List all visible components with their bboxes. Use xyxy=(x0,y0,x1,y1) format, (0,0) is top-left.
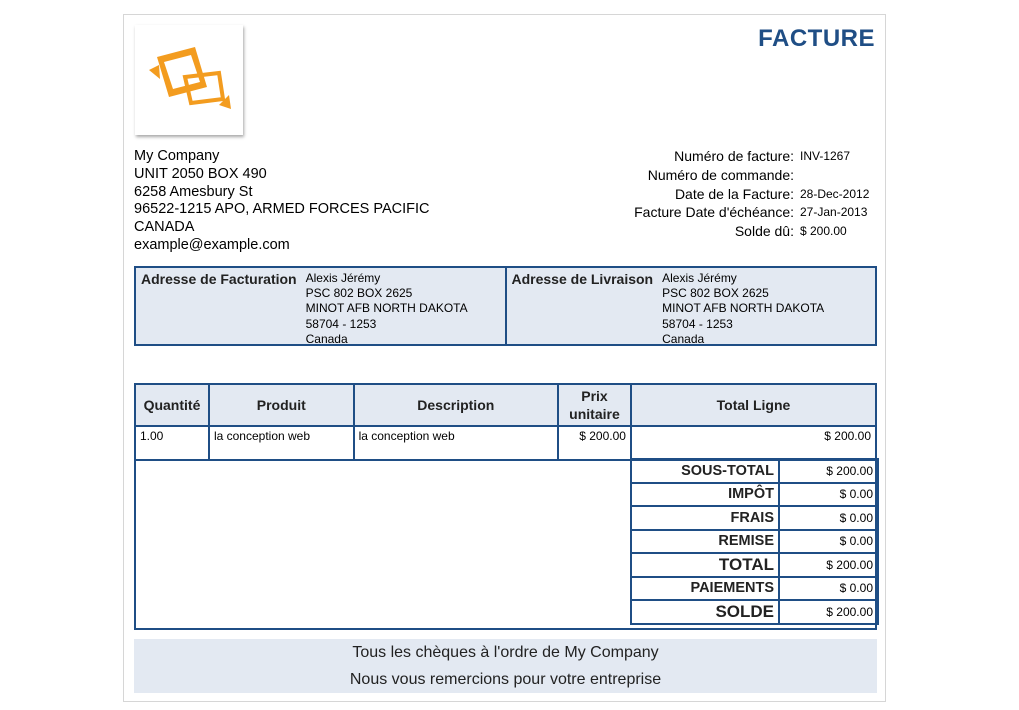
meta-row-order-number xyxy=(634,167,875,186)
column-header-description: Description xyxy=(354,384,558,426)
totals-value: $ 200.00 xyxy=(779,459,878,483)
column-header-quantity: Quantité xyxy=(135,384,209,426)
address-line: PSC 802 BOX 2625 xyxy=(662,286,769,301)
address-line: MINOT AFB NORTH DAKOTA xyxy=(662,301,825,316)
totals-row-payments xyxy=(631,577,878,601)
totals-row-subtotal xyxy=(631,459,878,483)
totals-table xyxy=(630,458,879,625)
shipping-address-lines xyxy=(662,271,825,346)
meta-label: Facture Date d'échéance: xyxy=(634,204,794,221)
meta-value xyxy=(800,167,875,186)
totals-value: $ 200.00 xyxy=(779,553,878,577)
totals-value: $ 200.00 xyxy=(779,600,878,624)
shipping-address-label: Adresse de Livraison xyxy=(511,271,654,287)
totals-label: SOUS-TOTAL xyxy=(631,459,779,483)
document-title: FACTURE xyxy=(758,25,875,52)
meta-value: $ 200.00 xyxy=(800,224,847,239)
totals-value: $ 0.00 xyxy=(779,577,878,601)
totals-row-total xyxy=(631,553,878,577)
meta-label: Numéro de facture: xyxy=(674,148,794,164)
address-line: 58704 - 1253 xyxy=(662,316,733,331)
address-line: MINOT AFB NORTH DAKOTA xyxy=(305,301,468,316)
address-panel xyxy=(134,266,877,346)
column-header-product: Produit xyxy=(209,384,354,426)
footer-note xyxy=(134,639,877,693)
cell-unit-price: $ 200.00 xyxy=(558,426,631,460)
meta-label: Numéro de commande: xyxy=(647,166,794,183)
totals-label: SOLDE xyxy=(631,600,779,624)
address-line: PSC 802 BOX 2625 xyxy=(305,286,413,301)
totals-row-fees xyxy=(631,506,878,530)
meta-label: Solde dû: xyxy=(734,223,794,240)
cell-description: la conception web xyxy=(354,426,558,460)
address-line: Canada xyxy=(662,331,705,346)
totals-label: FRAIS xyxy=(631,506,779,530)
cell-line-total: $ 200.00 xyxy=(631,426,876,460)
totals-label: PAIEMENTS xyxy=(631,577,779,601)
table-header-row xyxy=(135,384,876,426)
meta-row-invoice-date xyxy=(634,186,875,205)
totals-label: IMPÔT xyxy=(631,483,779,507)
totals-row-tax xyxy=(631,483,878,507)
meta-row-balance-due xyxy=(634,223,875,242)
invoice-page xyxy=(123,14,886,702)
orange-arrows-logo-icon xyxy=(135,25,243,135)
totals-value: $ 0.00 xyxy=(779,483,878,507)
cell-quantity: 1.00 xyxy=(135,426,209,460)
line-items-table xyxy=(134,383,877,461)
column-header-unit-price: Prix unitaire xyxy=(558,384,631,426)
company-address-line3: 96522-1215 APO, ARMED FORCES PACIFIC xyxy=(134,201,430,218)
meta-label: Date de la Facture: xyxy=(674,185,794,202)
company-country: CANADA xyxy=(134,219,195,236)
totals-label: REMISE xyxy=(631,530,779,554)
company-name: My Company xyxy=(134,148,220,164)
shipping-address xyxy=(505,268,876,344)
billing-address xyxy=(136,268,505,344)
company-address-line2: 6258 Amesbury St xyxy=(134,183,253,200)
company-logo xyxy=(135,25,243,135)
address-line: Alexis Jérémy xyxy=(305,271,381,285)
column-header-line-total: Total Ligne xyxy=(631,384,876,426)
address-line: 58704 - 1253 xyxy=(305,316,377,331)
totals-value: $ 0.00 xyxy=(779,506,878,530)
totals-label: TOTAL xyxy=(631,553,779,577)
cell-product: la conception web xyxy=(209,426,354,460)
address-line: Alexis Jérémy xyxy=(662,271,737,285)
totals-row-balance xyxy=(631,600,878,624)
meta-value: INV-1267 xyxy=(800,149,851,163)
meta-row-due-date xyxy=(634,204,875,223)
company-block xyxy=(134,148,429,255)
totals-row-discount xyxy=(631,530,878,554)
totals-value: $ 0.00 xyxy=(779,530,878,554)
footer-line-thanks: Nous vous remercions pour votre entreprise xyxy=(349,671,662,688)
company-email: example@example.com xyxy=(134,236,290,253)
table-row xyxy=(135,426,876,460)
invoice-meta xyxy=(634,148,875,242)
meta-value: 27-Jan-2013 xyxy=(800,205,868,220)
billing-address-lines xyxy=(305,271,468,346)
company-address-line1: UNIT 2050 BOX 490 xyxy=(134,165,267,182)
meta-row-invoice-number xyxy=(634,148,875,167)
footer-line-payable: Tous les chèques à l'ordre de My Company xyxy=(352,644,659,661)
meta-value: 28-Dec-2012 xyxy=(800,186,870,201)
address-line: Canada xyxy=(305,331,348,346)
billing-address-label: Adresse de Facturation xyxy=(141,271,297,287)
